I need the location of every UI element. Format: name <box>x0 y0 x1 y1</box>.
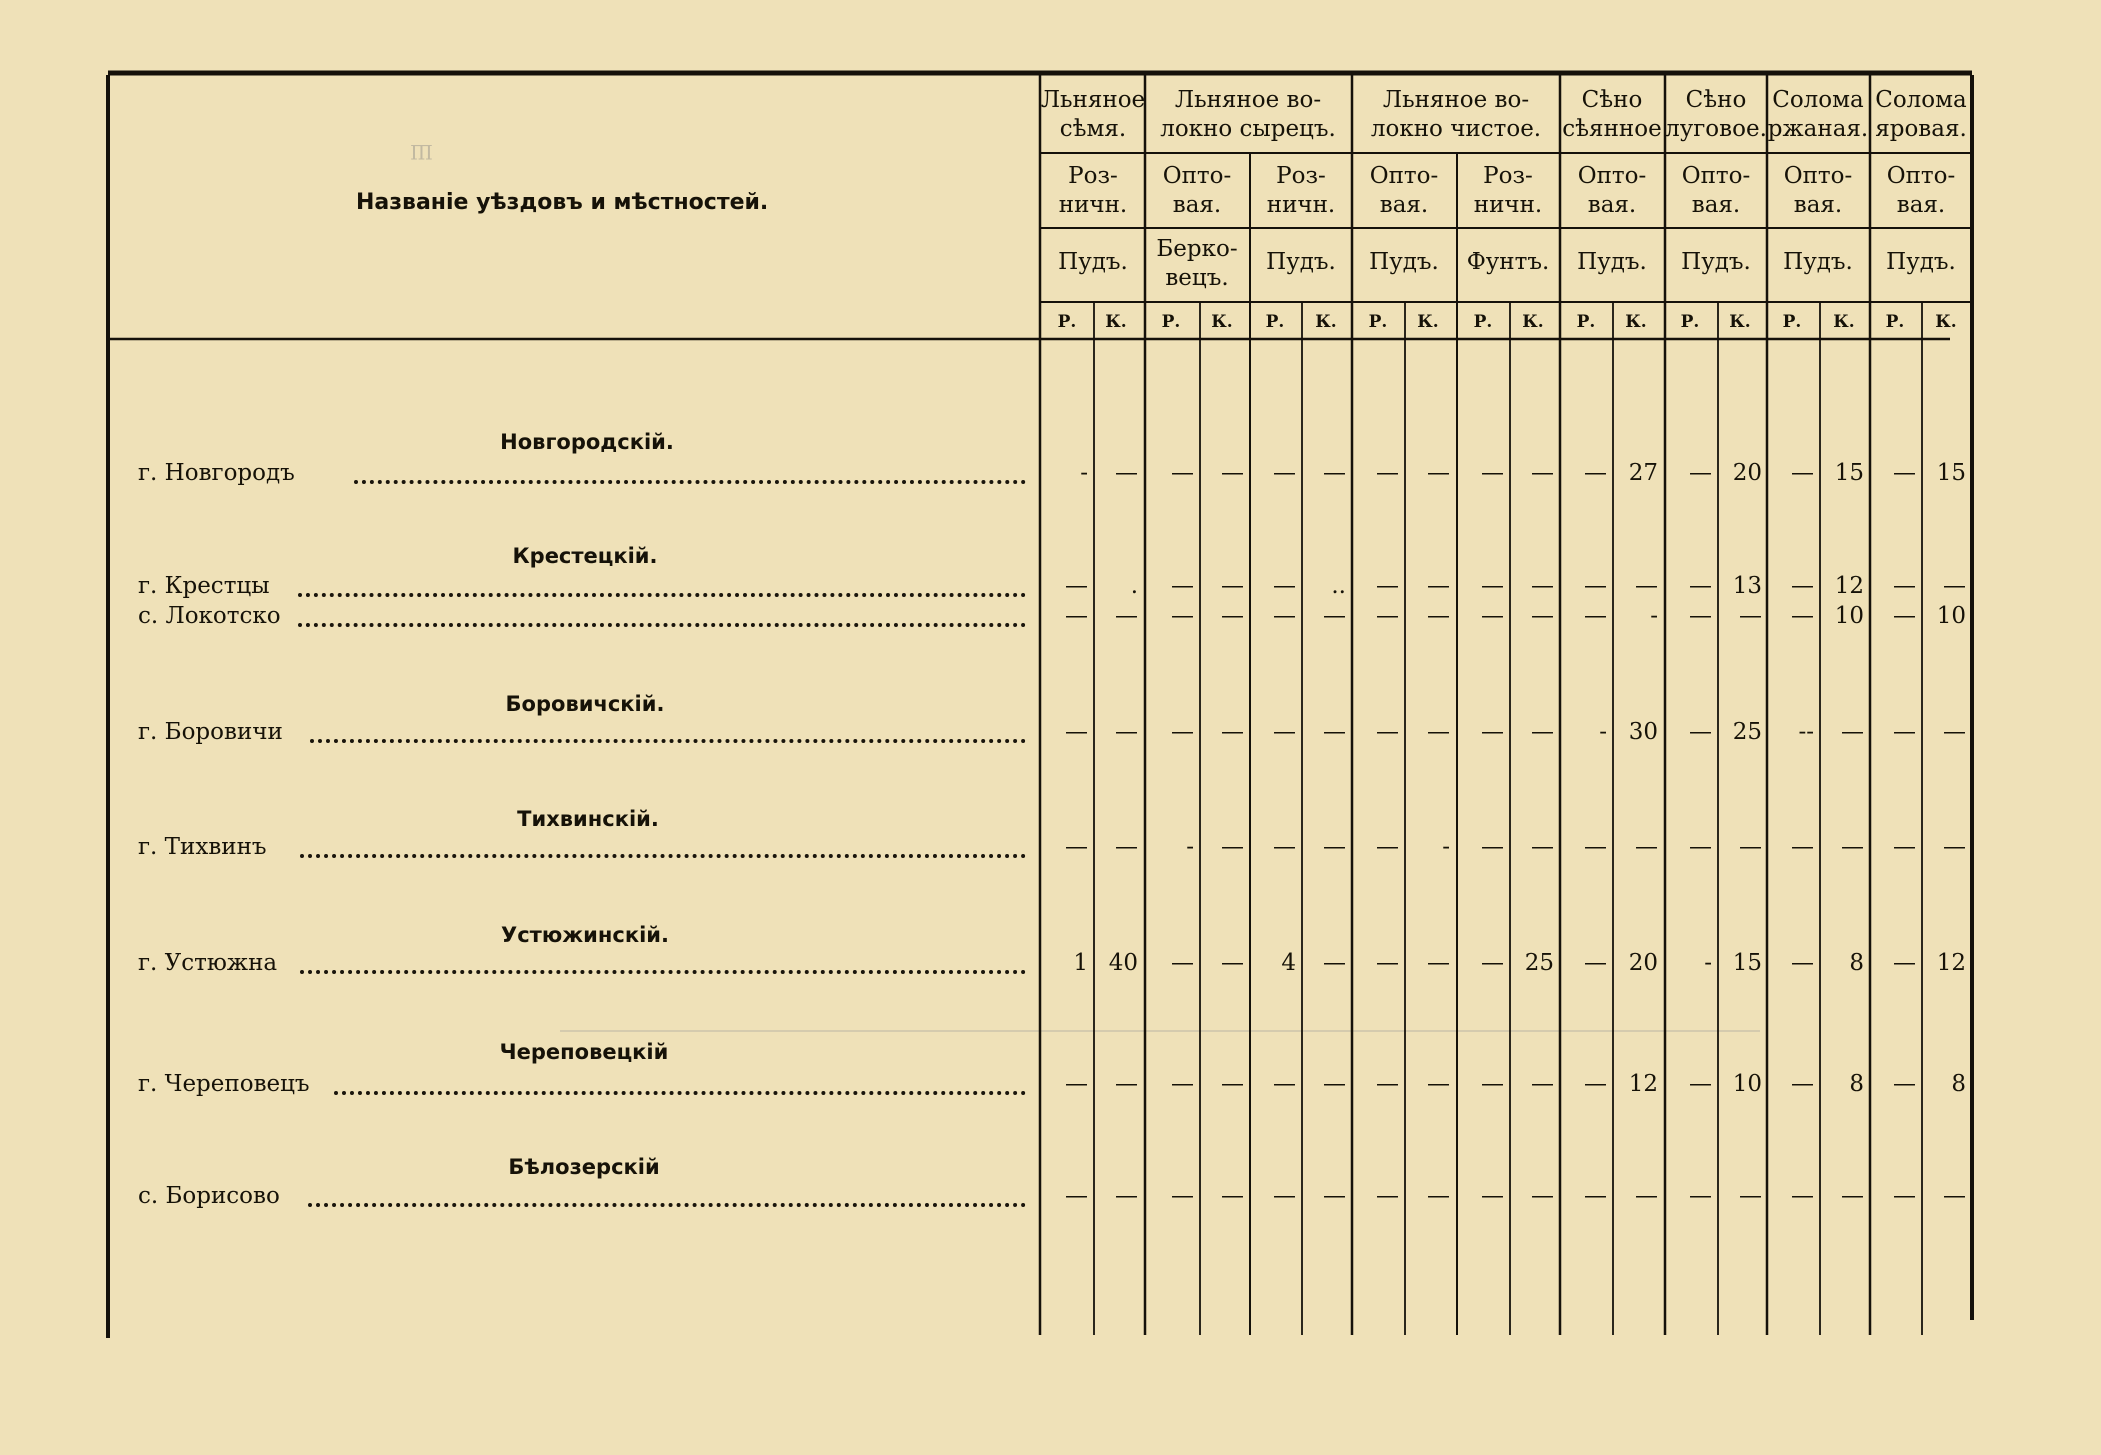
table-cell: 8 <box>1849 1071 1864 1097</box>
table-cell: .. <box>1331 573 1346 599</box>
kop-label: К. <box>1833 312 1855 332</box>
table-cell: — <box>1791 950 1814 976</box>
place-name: г. Тихвинъ <box>138 834 267 860</box>
rub-label: Р. <box>1161 312 1181 332</box>
table-cell: — <box>1323 603 1346 629</box>
name-column-header: Названіе уѣздовъ и мѣстностей. <box>356 190 769 215</box>
group-header: Сѣно луговое. <box>1665 87 1767 142</box>
rub-label: Р. <box>1576 312 1596 332</box>
table-cell: — <box>1273 603 1296 629</box>
table-cell: — <box>1689 573 1712 599</box>
dot-leader <box>300 970 1026 974</box>
table-cell: 40 <box>1108 950 1138 976</box>
place-name: г. Боровичи <box>138 719 283 745</box>
unit-header: Фунтъ. <box>1466 249 1550 275</box>
table-cell: — <box>1481 460 1504 486</box>
table-cell: — <box>1427 573 1450 599</box>
place-name: с. Локотско <box>138 603 281 629</box>
table-cell: — <box>1221 950 1244 976</box>
table-cell: — <box>1584 460 1607 486</box>
table-cell: — <box>1791 1071 1814 1097</box>
table-cell: — <box>1115 719 1138 745</box>
district-heading: Крестецкій. <box>512 544 658 568</box>
table-cell: — <box>1531 1071 1554 1097</box>
rub-label: Р. <box>1368 312 1388 332</box>
table-cell: — <box>1115 834 1138 860</box>
table-cell: 30 <box>1628 719 1658 745</box>
table-cell: — <box>1273 1183 1296 1209</box>
kind-header: Опто- вая. <box>1681 163 1751 218</box>
table-cell: — <box>1584 950 1607 976</box>
table-cell: — <box>1376 603 1399 629</box>
table-cell: 10 <box>1936 603 1966 629</box>
table-cell: 12 <box>1628 1071 1658 1097</box>
place-name: г. Устюжна <box>138 950 278 976</box>
dot-leader <box>310 739 1026 743</box>
table-cell: 25 <box>1524 950 1554 976</box>
kind-header: Опто- вая. <box>1162 163 1232 218</box>
table-cell: — <box>1893 460 1916 486</box>
kind-header: Опто- вая. <box>1577 163 1647 218</box>
table-cell: — <box>1531 460 1554 486</box>
rub-label: Р. <box>1782 312 1802 332</box>
table-cell: — <box>1171 1071 1194 1097</box>
unit-header: Пудъ. <box>1058 249 1128 275</box>
table-cell: — <box>1584 1183 1607 1209</box>
table-cell: — <box>1584 603 1607 629</box>
district-heading: Боровичскій. <box>505 692 665 716</box>
table-cell: 13 <box>1732 573 1762 599</box>
table-cell: — <box>1943 834 1966 860</box>
table-cell: — <box>1893 1071 1916 1097</box>
table-cell: — <box>1481 1183 1504 1209</box>
table-cell: — <box>1893 573 1916 599</box>
table-cell: — <box>1323 719 1346 745</box>
place-name: с. Борисово <box>138 1183 280 1209</box>
table-cell: 15 <box>1732 950 1762 976</box>
kind-header: Опто- вая. <box>1886 163 1956 218</box>
table-cell: — <box>1584 573 1607 599</box>
table-cell: — <box>1841 834 1864 860</box>
table-cell: — <box>1427 603 1450 629</box>
table-cell: - <box>1650 603 1658 629</box>
table-cell: — <box>1893 603 1916 629</box>
table-cell: 8 <box>1951 1071 1966 1097</box>
table-cell: . <box>1130 573 1138 599</box>
kop-label: К. <box>1417 312 1439 332</box>
dot-leader <box>334 1091 1026 1095</box>
kop-label: К. <box>1625 312 1647 332</box>
dot-leader <box>298 623 1026 627</box>
table-cell: — <box>1376 1183 1399 1209</box>
table-cell: — <box>1481 834 1504 860</box>
group-header: Солома ржаная. <box>1767 87 1869 142</box>
table-cell: — <box>1893 719 1916 745</box>
table-cell: — <box>1689 460 1712 486</box>
table-cell: — <box>1115 1183 1138 1209</box>
table-cell: — <box>1893 834 1916 860</box>
table-cell: — <box>1323 1183 1346 1209</box>
table-cell: — <box>1689 719 1712 745</box>
unit-header: Пудъ. <box>1886 249 1956 275</box>
table-cell: — <box>1531 1183 1554 1209</box>
table-cell: — <box>1791 603 1814 629</box>
rub-label: Р. <box>1265 312 1285 332</box>
group-header: Сѣно сѣянное <box>1562 87 1662 142</box>
table-cell: — <box>1841 1183 1864 1209</box>
table-cell: — <box>1841 719 1864 745</box>
table-cell: — <box>1273 834 1296 860</box>
table-cell: — <box>1221 603 1244 629</box>
kop-label: К. <box>1935 312 1957 332</box>
table-cell: — <box>1171 460 1194 486</box>
table-cell: - <box>1186 834 1194 860</box>
table-cell: — <box>1273 1071 1296 1097</box>
table-cell: — <box>1689 603 1712 629</box>
table-cell: — <box>1427 719 1450 745</box>
table-cell: — <box>1221 834 1244 860</box>
dot-leader <box>300 854 1026 858</box>
table-cell: — <box>1427 460 1450 486</box>
table-cell: — <box>1791 1183 1814 1209</box>
table-cell: 20 <box>1628 950 1658 976</box>
group-header: Льняное во- локно сырецъ. <box>1160 87 1336 142</box>
rub-label: Р. <box>1473 312 1493 332</box>
table-cell: — <box>1065 573 1088 599</box>
kind-header: Опто- вая. <box>1783 163 1853 218</box>
table-cell: — <box>1273 460 1296 486</box>
kop-label: К. <box>1522 312 1544 332</box>
dot-leader <box>308 1203 1026 1207</box>
table-cell: — <box>1943 719 1966 745</box>
table-cell: — <box>1689 1071 1712 1097</box>
table-cell: — <box>1273 719 1296 745</box>
table-cell: - <box>1442 834 1450 860</box>
district-heading: Новгородскій. <box>500 430 674 454</box>
table-cell: — <box>1273 573 1296 599</box>
table-cell: 10 <box>1834 603 1864 629</box>
table-cell: — <box>1739 1183 1762 1209</box>
district-heading: Тихвинскій. <box>517 807 659 831</box>
table-cell: — <box>1376 1071 1399 1097</box>
table-cell: — <box>1943 1183 1966 1209</box>
table-cell: — <box>1893 950 1916 976</box>
table-cell: — <box>1323 1071 1346 1097</box>
table-cell: — <box>1531 719 1554 745</box>
table-cell: — <box>1221 573 1244 599</box>
table-cell: — <box>1584 834 1607 860</box>
place-name: г. Череповецъ <box>138 1071 310 1097</box>
table-cell: — <box>1943 573 1966 599</box>
table-cell: — <box>1791 834 1814 860</box>
table-cell: — <box>1376 834 1399 860</box>
group-header: Льняное сѣмя. <box>1040 87 1146 142</box>
table-cell: 15 <box>1936 460 1966 486</box>
table-cell: — <box>1481 603 1504 629</box>
kind-header: Опто- вая. <box>1369 163 1439 218</box>
table-cell: — <box>1376 573 1399 599</box>
table-cell: — <box>1791 460 1814 486</box>
unit-header: Пудъ. <box>1369 249 1439 275</box>
table-cell: — <box>1481 573 1504 599</box>
table-cell: — <box>1427 950 1450 976</box>
table-cell: — <box>1376 950 1399 976</box>
kind-header: Роз- ничн. <box>1266 163 1336 218</box>
table-cell: — <box>1427 1071 1450 1097</box>
table-cell: — <box>1171 1183 1194 1209</box>
rub-label: Р. <box>1680 312 1700 332</box>
table-cell: — <box>1689 834 1712 860</box>
kop-label: К. <box>1211 312 1233 332</box>
table-cell: — <box>1115 603 1138 629</box>
kind-header: Роз- ничн. <box>1473 163 1543 218</box>
table-cell: 12 <box>1936 950 1966 976</box>
table-cell: 20 <box>1732 460 1762 486</box>
unit-header: Пудъ. <box>1783 249 1853 275</box>
table-cell: 8 <box>1849 950 1864 976</box>
table-cell: — <box>1115 1071 1138 1097</box>
district-heading: Бѣлозерскій <box>508 1155 660 1179</box>
table-cell: — <box>1584 1071 1607 1097</box>
table-cell: — <box>1481 1071 1504 1097</box>
kop-label: К. <box>1315 312 1337 332</box>
table-cell: — <box>1635 834 1658 860</box>
table-cell: — <box>1065 1071 1088 1097</box>
unit-header: Пудъ. <box>1266 249 1336 275</box>
table-cell: — <box>1323 460 1346 486</box>
kind-header: Роз- ничн. <box>1058 163 1128 218</box>
rub-label: Р. <box>1057 312 1077 332</box>
table-cell: 25 <box>1732 719 1762 745</box>
unit-header: Пудъ. <box>1681 249 1751 275</box>
dot-leader <box>298 593 1026 597</box>
table-cell: — <box>1115 460 1138 486</box>
table-cell: - <box>1080 460 1088 486</box>
table-cell: — <box>1531 834 1554 860</box>
place-name: г. Новгородъ <box>138 460 295 486</box>
table-cell: -- <box>1798 719 1814 745</box>
table-cell: 10 <box>1732 1071 1762 1097</box>
bleed-through-text: Ш <box>410 140 433 164</box>
table-cell: — <box>1739 603 1762 629</box>
table-cell: — <box>1481 950 1504 976</box>
table-cell: — <box>1171 573 1194 599</box>
table-cell: — <box>1739 834 1762 860</box>
table-cell: - <box>1599 719 1607 745</box>
unit-header: Пудъ. <box>1577 249 1647 275</box>
rub-label: Р. <box>1885 312 1905 332</box>
table-cell: — <box>1689 1183 1712 1209</box>
table-cell: — <box>1323 834 1346 860</box>
dot-leader <box>354 480 1026 484</box>
table-cell: — <box>1635 1183 1658 1209</box>
table-cell: — <box>1221 1183 1244 1209</box>
unit-header: Берко- вецъ. <box>1156 236 1238 291</box>
table-cell: — <box>1531 603 1554 629</box>
table-cell: — <box>1065 834 1088 860</box>
district-heading: Устюжинскій. <box>501 923 669 947</box>
table-cell: — <box>1065 719 1088 745</box>
group-header: Льняное во- локно чистое. <box>1370 87 1542 142</box>
table-cell: 4 <box>1281 950 1296 976</box>
table-cell: — <box>1221 1071 1244 1097</box>
table-cell: — <box>1171 950 1194 976</box>
table-cell: — <box>1065 1183 1088 1209</box>
table-cell: — <box>1376 460 1399 486</box>
table-cell: — <box>1893 1183 1916 1209</box>
place-name: г. Крестцы <box>138 573 270 599</box>
district-heading: Череповецкій <box>499 1040 669 1064</box>
table-cell: 15 <box>1834 460 1864 486</box>
table-cell: — <box>1427 1183 1450 1209</box>
table-cell: — <box>1221 719 1244 745</box>
table-cell: — <box>1323 950 1346 976</box>
table-cell: — <box>1221 460 1244 486</box>
table-cell: 27 <box>1628 460 1658 486</box>
kop-label: К. <box>1105 312 1127 332</box>
table-cell: — <box>1791 573 1814 599</box>
table-cell: — <box>1065 603 1088 629</box>
table-cell: 12 <box>1834 573 1864 599</box>
table-cell: — <box>1635 573 1658 599</box>
kop-label: К. <box>1729 312 1751 332</box>
table-cell: — <box>1171 719 1194 745</box>
table-cell: — <box>1376 719 1399 745</box>
table-cell: 1 <box>1073 950 1088 976</box>
group-header: Солома яровая. <box>1875 87 1967 142</box>
table-cell: — <box>1171 603 1194 629</box>
table-cell: - <box>1704 950 1712 976</box>
table-cell: — <box>1481 719 1504 745</box>
table-cell: — <box>1531 573 1554 599</box>
